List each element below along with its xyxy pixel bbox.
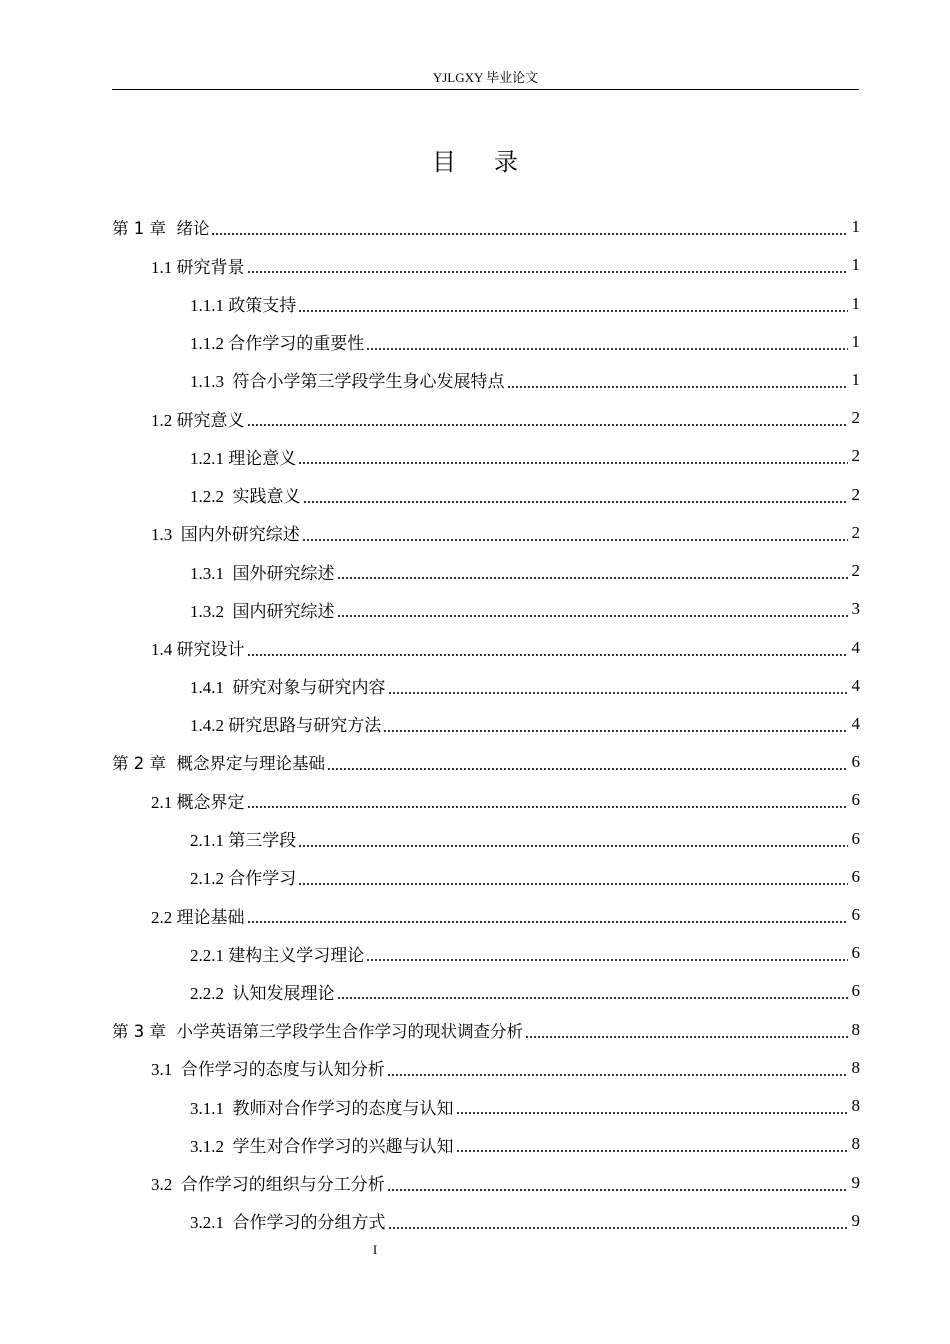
toc-entry[interactable] [112, 361, 860, 399]
toc-entry-page: 2 [851, 484, 860, 504]
toc-entry[interactable] [112, 514, 860, 552]
toc-entry-title: 1.2.2 实践意义 [190, 487, 301, 507]
toc-entry-page: 8 [851, 1019, 860, 1039]
dot-leader [298, 845, 848, 847]
dot-leader [298, 883, 848, 885]
toc-entry-page: 2 [851, 561, 860, 581]
toc-entry[interactable] [112, 667, 860, 705]
toc-entry-title: 2.2 理论基础 [151, 907, 245, 927]
toc-entry-title: 1.3.1 国外研究综述 [190, 563, 335, 583]
toc-entry[interactable] [112, 476, 860, 514]
dot-leader [298, 462, 848, 464]
toc-entry-page: 9 [851, 1210, 860, 1230]
dot-leader [366, 348, 848, 350]
dot-leader [337, 997, 849, 999]
toc-entry[interactable] [112, 552, 860, 590]
dot-leader [383, 730, 848, 732]
dot-leader [456, 1112, 849, 1114]
toc-entry[interactable] [112, 399, 860, 437]
toc-entry-page: 9 [851, 1172, 860, 1192]
toc-entry-title: 1.3.2 国内研究综述 [190, 601, 335, 621]
toc-entry-title: 2.2.1 建构主义学习理论 [190, 945, 365, 965]
toc-entry-page: 1 [851, 369, 860, 389]
toc-entry-page: 3 [851, 599, 860, 619]
toc-entry[interactable] [112, 208, 860, 246]
page-number: I [372, 1242, 378, 1257]
toc-entry-title: 3.1.1 教师对合作学习的态度与认知 [190, 1098, 454, 1118]
toc-entry[interactable] [112, 590, 860, 628]
toc-entry[interactable] [112, 743, 860, 781]
dot-leader [211, 233, 848, 235]
dot-leader [337, 615, 849, 617]
toc-entry-title: 3.2 合作学习的组织与分工分析 [151, 1175, 385, 1195]
toc-entry[interactable] [112, 628, 860, 666]
toc-entry[interactable] [112, 437, 860, 475]
table-of-contents [112, 208, 860, 1240]
toc-entry[interactable] [112, 1163, 860, 1201]
toc-entry-page: 6 [851, 905, 860, 925]
toc-entry-page: 8 [851, 1096, 860, 1116]
dot-leader [303, 501, 849, 503]
toc-entry-title: 2.1.1 第三学段 [190, 831, 297, 851]
dot-leader [337, 577, 849, 579]
toc-entry-page: 6 [851, 790, 860, 810]
toc-entry-page: 6 [851, 943, 860, 963]
dot-leader [388, 1227, 849, 1229]
toc-entry-title: 3.1.2 学生对合作学习的兴趣与认知 [190, 1136, 454, 1156]
toc-entry-title: 2.1 概念界定 [151, 792, 245, 812]
toc-entry-page: 6 [851, 981, 860, 1001]
toc-entry-page: 6 [851, 828, 860, 848]
toc-entry-page: 4 [851, 675, 860, 695]
toc-entry-title: 3.1 合作学习的态度与认知分析 [151, 1060, 385, 1080]
toc-entry-title: 1.4.2 研究思路与研究方法 [190, 716, 382, 736]
toc-entry-title: 1.1.2 合作学习的重要性 [190, 334, 365, 354]
toc-entry-title: 1.2 研究意义 [151, 410, 245, 430]
toc-entry[interactable] [112, 1087, 860, 1125]
toc-entry-title: 1.4 研究设计 [151, 640, 245, 660]
toc-entry[interactable] [112, 705, 860, 743]
toc-entry-title: 1.4.1 研究对象与研究内容 [190, 678, 386, 698]
dot-leader [388, 692, 849, 694]
toc-entry[interactable] [112, 1011, 860, 1049]
dot-leader [507, 386, 849, 388]
dot-leader [247, 424, 849, 426]
dot-leader [247, 271, 849, 273]
toc-entry[interactable] [112, 820, 860, 858]
toc-entry-title: 2.2.2 认知发展理论 [190, 983, 335, 1003]
toc-entry[interactable] [112, 896, 860, 934]
dot-leader [247, 921, 849, 923]
toc-entry-title: 第 1 章 绪论 [112, 219, 210, 239]
page-title: 目录 [432, 150, 556, 176]
dot-leader [247, 806, 849, 808]
toc-entry[interactable] [112, 972, 860, 1010]
toc-entry-page: 1 [851, 255, 860, 275]
toc-entry[interactable] [112, 781, 860, 819]
dot-leader [302, 539, 848, 541]
page-header: YJLGXY 毕业论文 [112, 70, 859, 90]
toc-entry-title: 第 3 章 小学英语第三学段学生合作学习的现状调查分析 [112, 1021, 523, 1041]
dot-leader [387, 1074, 848, 1076]
toc-entry-page: 2 [851, 522, 860, 542]
dot-leader [298, 310, 848, 312]
toc-entry-title: 2.1.2 合作学习 [190, 869, 297, 889]
toc-entry-page: 8 [851, 1057, 860, 1077]
toc-entry[interactable] [112, 1125, 860, 1163]
dot-leader [525, 1036, 848, 1038]
toc-entry-title: 1.3 国内外研究综述 [151, 525, 300, 545]
dot-leader [456, 1150, 849, 1152]
toc-entry-page: 8 [851, 1134, 860, 1154]
toc-entry-page: 4 [851, 713, 860, 733]
toc-entry-page: 6 [851, 866, 860, 886]
toc-entry-page: 2 [851, 446, 860, 466]
toc-entry[interactable] [112, 323, 860, 361]
toc-entry-title: 1.1.1 政策支持 [190, 296, 297, 316]
toc-entry[interactable] [112, 1049, 860, 1087]
dot-leader [387, 1189, 848, 1191]
toc-entry-title: 3.2.1 合作学习的分组方式 [190, 1213, 386, 1233]
toc-entry-title: 1.1 研究背景 [151, 257, 245, 277]
toc-entry[interactable] [112, 284, 860, 322]
toc-entry-title: 1.1.3 符合小学第三学段学生身心发展特点 [190, 372, 505, 392]
toc-entry[interactable] [112, 246, 860, 284]
toc-entry[interactable] [112, 934, 860, 972]
toc-entry[interactable] [112, 858, 860, 896]
toc-entry-page: 6 [851, 752, 860, 772]
toc-entry[interactable] [112, 1202, 860, 1240]
toc-entry-title: 第 2 章 概念界定与理论基础 [112, 754, 325, 774]
toc-entry-page: 2 [851, 408, 860, 428]
toc-entry-page: 1 [851, 293, 860, 313]
dot-leader [327, 768, 848, 770]
dot-leader [247, 654, 849, 656]
toc-entry-page: 1 [851, 217, 860, 237]
dot-leader [366, 959, 848, 961]
toc-entry-page: 1 [851, 331, 860, 351]
toc-entry-title: 1.2.1 理论意义 [190, 448, 297, 468]
toc-entry-page: 4 [851, 637, 860, 657]
